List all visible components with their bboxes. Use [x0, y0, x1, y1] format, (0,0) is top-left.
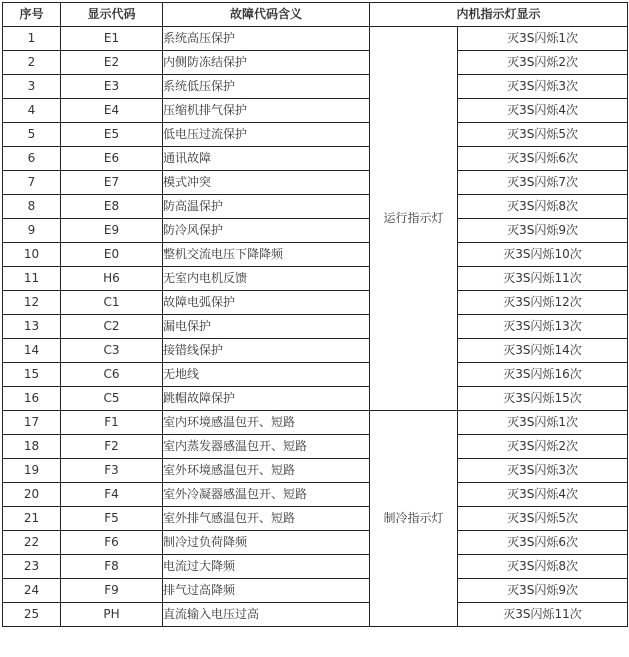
table-row	[3, 531, 628, 555]
row-serial-cell: 9	[3, 219, 61, 243]
indicator-light-cell: 运行指示灯	[370, 27, 458, 411]
display-code-cell: E7	[61, 171, 163, 195]
table-row	[3, 507, 628, 531]
flash-pattern-cell: 灭3S闪烁7次	[458, 171, 628, 195]
display-code-cell: F3	[61, 459, 163, 483]
row-serial-cell: 19	[3, 459, 61, 483]
table-row	[3, 387, 628, 411]
table-row	[3, 483, 628, 507]
row-serial-cell: 13	[3, 315, 61, 339]
fault-meaning-cell: 室外排气感温包开、短路	[163, 507, 370, 531]
flash-pattern-cell: 灭3S闪烁12次	[458, 291, 628, 315]
display-code-cell: C6	[61, 363, 163, 387]
row-serial-cell: 16	[3, 387, 61, 411]
display-code-cell: E0	[61, 243, 163, 267]
flash-pattern-cell: 灭3S闪烁13次	[458, 315, 628, 339]
table-row	[3, 363, 628, 387]
row-serial-cell: 15	[3, 363, 61, 387]
table-row	[3, 75, 628, 99]
indicator-light-cell: 制冷指示灯	[370, 411, 458, 627]
flash-pattern-cell: 灭3S闪烁14次	[458, 339, 628, 363]
flash-pattern-cell: 灭3S闪烁1次	[458, 411, 628, 435]
fault-meaning-cell: 系统高压保护	[163, 27, 370, 51]
display-code-cell: F2	[61, 435, 163, 459]
fault-meaning-cell: 模式冲突	[163, 171, 370, 195]
flash-pattern-cell: 灭3S闪烁5次	[458, 507, 628, 531]
display-code-cell: F4	[61, 483, 163, 507]
row-serial-cell: 11	[3, 267, 61, 291]
table-row	[3, 123, 628, 147]
display-code-cell: C3	[61, 339, 163, 363]
flash-pattern-cell: 灭3S闪烁9次	[458, 579, 628, 603]
display-code-cell: F1	[61, 411, 163, 435]
display-code-cell: F8	[61, 555, 163, 579]
row-serial-cell: 24	[3, 579, 61, 603]
fault-meaning-cell: 直流输入电压过高	[163, 603, 370, 627]
flash-pattern-cell: 灭3S闪烁5次	[458, 123, 628, 147]
table-row	[3, 555, 628, 579]
fault-meaning-cell: 室外冷凝器感温包开、短路	[163, 483, 370, 507]
table-row	[3, 339, 628, 363]
table-row	[3, 195, 628, 219]
fault-meaning-cell: 通讯故障	[163, 147, 370, 171]
flash-pattern-cell: 灭3S闪烁2次	[458, 435, 628, 459]
flash-pattern-cell: 灭3S闪烁1次	[458, 27, 628, 51]
table-row	[3, 219, 628, 243]
row-serial-cell: 8	[3, 195, 61, 219]
table-row	[3, 435, 628, 459]
table-row	[3, 459, 628, 483]
fault-meaning-cell: 无室内电机反馈	[163, 267, 370, 291]
flash-pattern-cell: 灭3S闪烁2次	[458, 51, 628, 75]
header-display-code: 显示代码	[61, 3, 163, 27]
table-row	[3, 267, 628, 291]
row-serial-cell: 4	[3, 99, 61, 123]
display-code-cell: F9	[61, 579, 163, 603]
flash-pattern-cell: 灭3S闪烁6次	[458, 531, 628, 555]
table-row	[3, 51, 628, 75]
table-row	[3, 579, 628, 603]
flash-pattern-cell: 灭3S闪烁9次	[458, 219, 628, 243]
row-serial-cell: 14	[3, 339, 61, 363]
flash-pattern-cell: 灭3S闪烁3次	[458, 459, 628, 483]
row-serial-cell: 2	[3, 51, 61, 75]
row-serial-cell: 21	[3, 507, 61, 531]
row-serial-cell: 17	[3, 411, 61, 435]
display-code-cell: E8	[61, 195, 163, 219]
flash-pattern-cell: 灭3S闪烁6次	[458, 147, 628, 171]
row-serial-cell: 6	[3, 147, 61, 171]
flash-pattern-cell: 灭3S闪烁11次	[458, 603, 628, 627]
fault-meaning-cell: 室内蒸发器感温包开、短路	[163, 435, 370, 459]
row-serial-cell: 18	[3, 435, 61, 459]
display-code-cell: C5	[61, 387, 163, 411]
fault-meaning-cell: 无地线	[163, 363, 370, 387]
fault-meaning-cell: 故障电弧保护	[163, 291, 370, 315]
flash-pattern-cell: 灭3S闪烁4次	[458, 99, 628, 123]
display-code-cell: E9	[61, 219, 163, 243]
fault-meaning-cell: 室内环境感温包开、短路	[163, 411, 370, 435]
fault-meaning-cell: 制冷过负荷降频	[163, 531, 370, 555]
flash-pattern-cell: 灭3S闪烁4次	[458, 483, 628, 507]
row-serial-cell: 22	[3, 531, 61, 555]
row-serial-cell: 25	[3, 603, 61, 627]
display-code-cell: E6	[61, 147, 163, 171]
fault-meaning-cell: 内侧防冻结保护	[163, 51, 370, 75]
fault-code-table	[2, 2, 628, 627]
fault-meaning-cell: 低电压过流保护	[163, 123, 370, 147]
flash-pattern-cell: 灭3S闪烁8次	[458, 195, 628, 219]
table-row	[3, 243, 628, 267]
fault-meaning-cell: 接错线保护	[163, 339, 370, 363]
table-row	[3, 291, 628, 315]
table-row	[3, 315, 628, 339]
fault-meaning-cell: 跳帽故障保护	[163, 387, 370, 411]
display-code-cell: PH	[61, 603, 163, 627]
display-code-cell: E1	[61, 27, 163, 51]
flash-pattern-cell: 灭3S闪烁16次	[458, 363, 628, 387]
header-serial: 序号	[3, 3, 61, 27]
fault-meaning-cell: 系统低压保护	[163, 75, 370, 99]
table-row	[3, 171, 628, 195]
table-row	[3, 27, 628, 51]
table-row	[3, 411, 628, 435]
fault-meaning-cell: 防高温保护	[163, 195, 370, 219]
fault-meaning-cell: 漏电保护	[163, 315, 370, 339]
flash-pattern-cell: 灭3S闪烁10次	[458, 243, 628, 267]
row-serial-cell: 23	[3, 555, 61, 579]
row-serial-cell: 20	[3, 483, 61, 507]
display-code-cell: F6	[61, 531, 163, 555]
header-fault-meaning: 故障代码含义	[163, 3, 370, 27]
display-code-cell: C2	[61, 315, 163, 339]
table-row	[3, 99, 628, 123]
flash-pattern-cell: 灭3S闪烁11次	[458, 267, 628, 291]
fault-meaning-cell: 排气过高降频	[163, 579, 370, 603]
row-serial-cell: 7	[3, 171, 61, 195]
flash-pattern-cell: 灭3S闪烁8次	[458, 555, 628, 579]
display-code-cell: C1	[61, 291, 163, 315]
fault-meaning-cell: 压缩机排气保护	[163, 99, 370, 123]
display-code-cell: F5	[61, 507, 163, 531]
row-serial-cell: 1	[3, 27, 61, 51]
display-code-cell: E4	[61, 99, 163, 123]
row-serial-cell: 12	[3, 291, 61, 315]
table-row	[3, 147, 628, 171]
fault-meaning-cell: 电流过大降频	[163, 555, 370, 579]
display-code-cell: E5	[61, 123, 163, 147]
flash-pattern-cell: 灭3S闪烁15次	[458, 387, 628, 411]
display-code-cell: E2	[61, 51, 163, 75]
header-indicator-display: 内机指示灯显示	[370, 3, 628, 27]
row-serial-cell: 10	[3, 243, 61, 267]
flash-pattern-cell: 灭3S闪烁3次	[458, 75, 628, 99]
row-serial-cell: 5	[3, 123, 61, 147]
table-row	[3, 603, 628, 627]
row-serial-cell: 3	[3, 75, 61, 99]
fault-meaning-cell: 整机交流电压下降降频	[163, 243, 370, 267]
display-code-cell: H6	[61, 267, 163, 291]
table-header-row	[3, 3, 628, 27]
display-code-cell: E3	[61, 75, 163, 99]
fault-meaning-cell: 防冷风保护	[163, 219, 370, 243]
fault-meaning-cell: 室外环境感温包开、短路	[163, 459, 370, 483]
table-body	[3, 27, 628, 627]
